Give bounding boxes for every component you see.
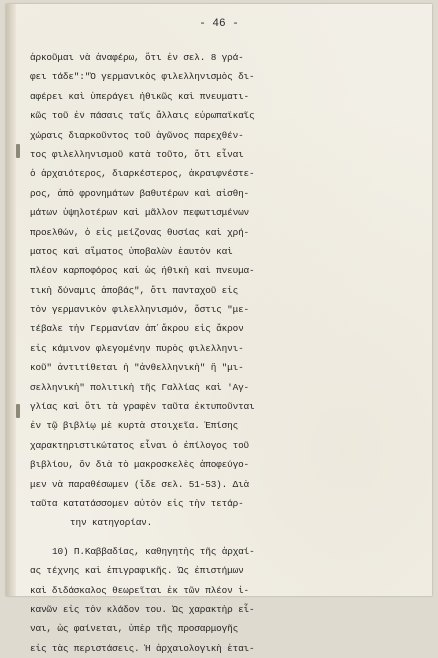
text-line: 10) Π.Καββαδίας, καθηγητὴς τῆς ἀρχαί- bbox=[52, 545, 255, 557]
text-line: ὁ ἀρχαιότερος, διαρκέστερος, ἀκραιφνέστε- bbox=[30, 168, 255, 180]
text-line: κῶς τοῦ ἐν πάσαις ταῖς ἄλλαις εὐρωπαϊκαῖς bbox=[30, 110, 255, 122]
text-line: εἰς κάμινον φλεγομένην πυρὸς φιλελληνι- bbox=[30, 342, 244, 354]
text-line: ματος καὶ αἵματος ὑποβαλὼν ἑαυτὸν καὶ bbox=[30, 245, 233, 257]
text-line: τος φιλελληνισμοῦ κατὰ τοῦτο, ὅτι εἶναι bbox=[30, 148, 244, 160]
document-page bbox=[6, 4, 432, 654]
text-line: γλίας καὶ ὅτι τὰ γραφὲν ταῦτα ἐκτυποῦνται bbox=[30, 401, 255, 413]
text-line: ρος, ἀπὸ φρονημάτων βαθυτέρων καὶ αἰσθη- bbox=[30, 187, 250, 199]
text-line: εἰς τὰς περιστάσεις. Ἡ ἀρχαιολογικὴ ἑται- bbox=[30, 642, 255, 654]
text-line: κοῦ" ἀντιτίθεται ἡ "ἀνθελληνικὴ" ἢ "μι- bbox=[30, 362, 244, 374]
text-line: τὸν γερμανικὸν φιλελληνισμόν, ὅστις "με- bbox=[30, 304, 250, 316]
text-line: αφέρει καὶ ὑπεράγει ἠθικῶς καὶ πνευματι- bbox=[30, 90, 250, 102]
text-line: ταῦτα κατατάσσομεν αὐτὸν εἰς τὴν τετάρ- bbox=[30, 497, 244, 509]
text-line: τέβαλε τὴν Γερμανίαν ἀπ᾽ἄκρου εἰς ἄκρον bbox=[30, 323, 244, 335]
text-line: την κατηγορίαν. bbox=[70, 517, 153, 529]
page-number: - 46 - bbox=[199, 18, 239, 30]
text-line: ἐν τῷ βιβλίῳ μὲ κυρτὰ στοιχεῖα. Ἐπίσης bbox=[30, 420, 239, 432]
binding-edge bbox=[6, 4, 16, 596]
text-line: ναι, ὡς φαίνεται, ὑπὲρ τῆς προσαρμογῆς bbox=[30, 623, 239, 635]
text-line: ἀρκοῦμαι νὰ ἀναφέρω, ὅτι ἐν σελ. 8 γρά- bbox=[30, 52, 244, 63]
text-line: καὶ διδάσκαλος θεωρεῖται ἐκ τῶν πλέον ἱ- bbox=[30, 584, 250, 596]
text-line: βιβλίου, ὃν διὰ τὸ μακροσκελὲς ἀποφεύγο- bbox=[30, 459, 250, 471]
text-line: μάτων ὑψηλοτέρων καὶ μᾶλλον πεφωτισμένων bbox=[30, 207, 250, 219]
text-line: πλέον καρποφόρος καὶ ὡς ἠθικὴ καὶ πνευμα- bbox=[30, 265, 255, 277]
text-line: τικὴ δύναμις ἀποβάς", ὅτι πανταχοῦ εἰς bbox=[30, 284, 239, 296]
paragraph-1 bbox=[30, 48, 420, 533]
paragraph-gap bbox=[30, 533, 420, 542]
text-line: ας τέχνης καὶ ἐπιγραφικῆς. Ὡς ἐπιστήμων bbox=[30, 565, 244, 577]
body-text bbox=[30, 48, 420, 658]
paragraph-2 bbox=[30, 542, 420, 658]
text-line: χώραις διαρκοῦντος τοῦ ἀγῶνος παρεχθέν- bbox=[30, 129, 244, 141]
staple-mark bbox=[16, 404, 20, 418]
text-line: μεν νὰ παραθέσωμεν (ἴδε σελ. 51-53). Διὰ bbox=[30, 478, 250, 490]
text-line: κανῶν εἰς τὸν κλάδον του. Ὡς χαρακτὴρ εἶ- bbox=[30, 603, 255, 615]
staple-mark bbox=[16, 144, 20, 158]
text-line: χαρακτηριστικώτατος εἶναι ὁ ἐπίλογος τοῦ bbox=[30, 439, 250, 451]
text-line: προελθών, ὁ εἰς μείζονας θυσίας καὶ χρή- bbox=[30, 226, 250, 238]
text-line: σελληνικὴ" πολιτικὴ τῆς Γαλλίας καὶ 'Αγ- bbox=[30, 381, 250, 393]
text-line: φει τάδε":"Ὁ γερμανικὸς φιλελληνισμὸς δι- bbox=[30, 71, 255, 83]
